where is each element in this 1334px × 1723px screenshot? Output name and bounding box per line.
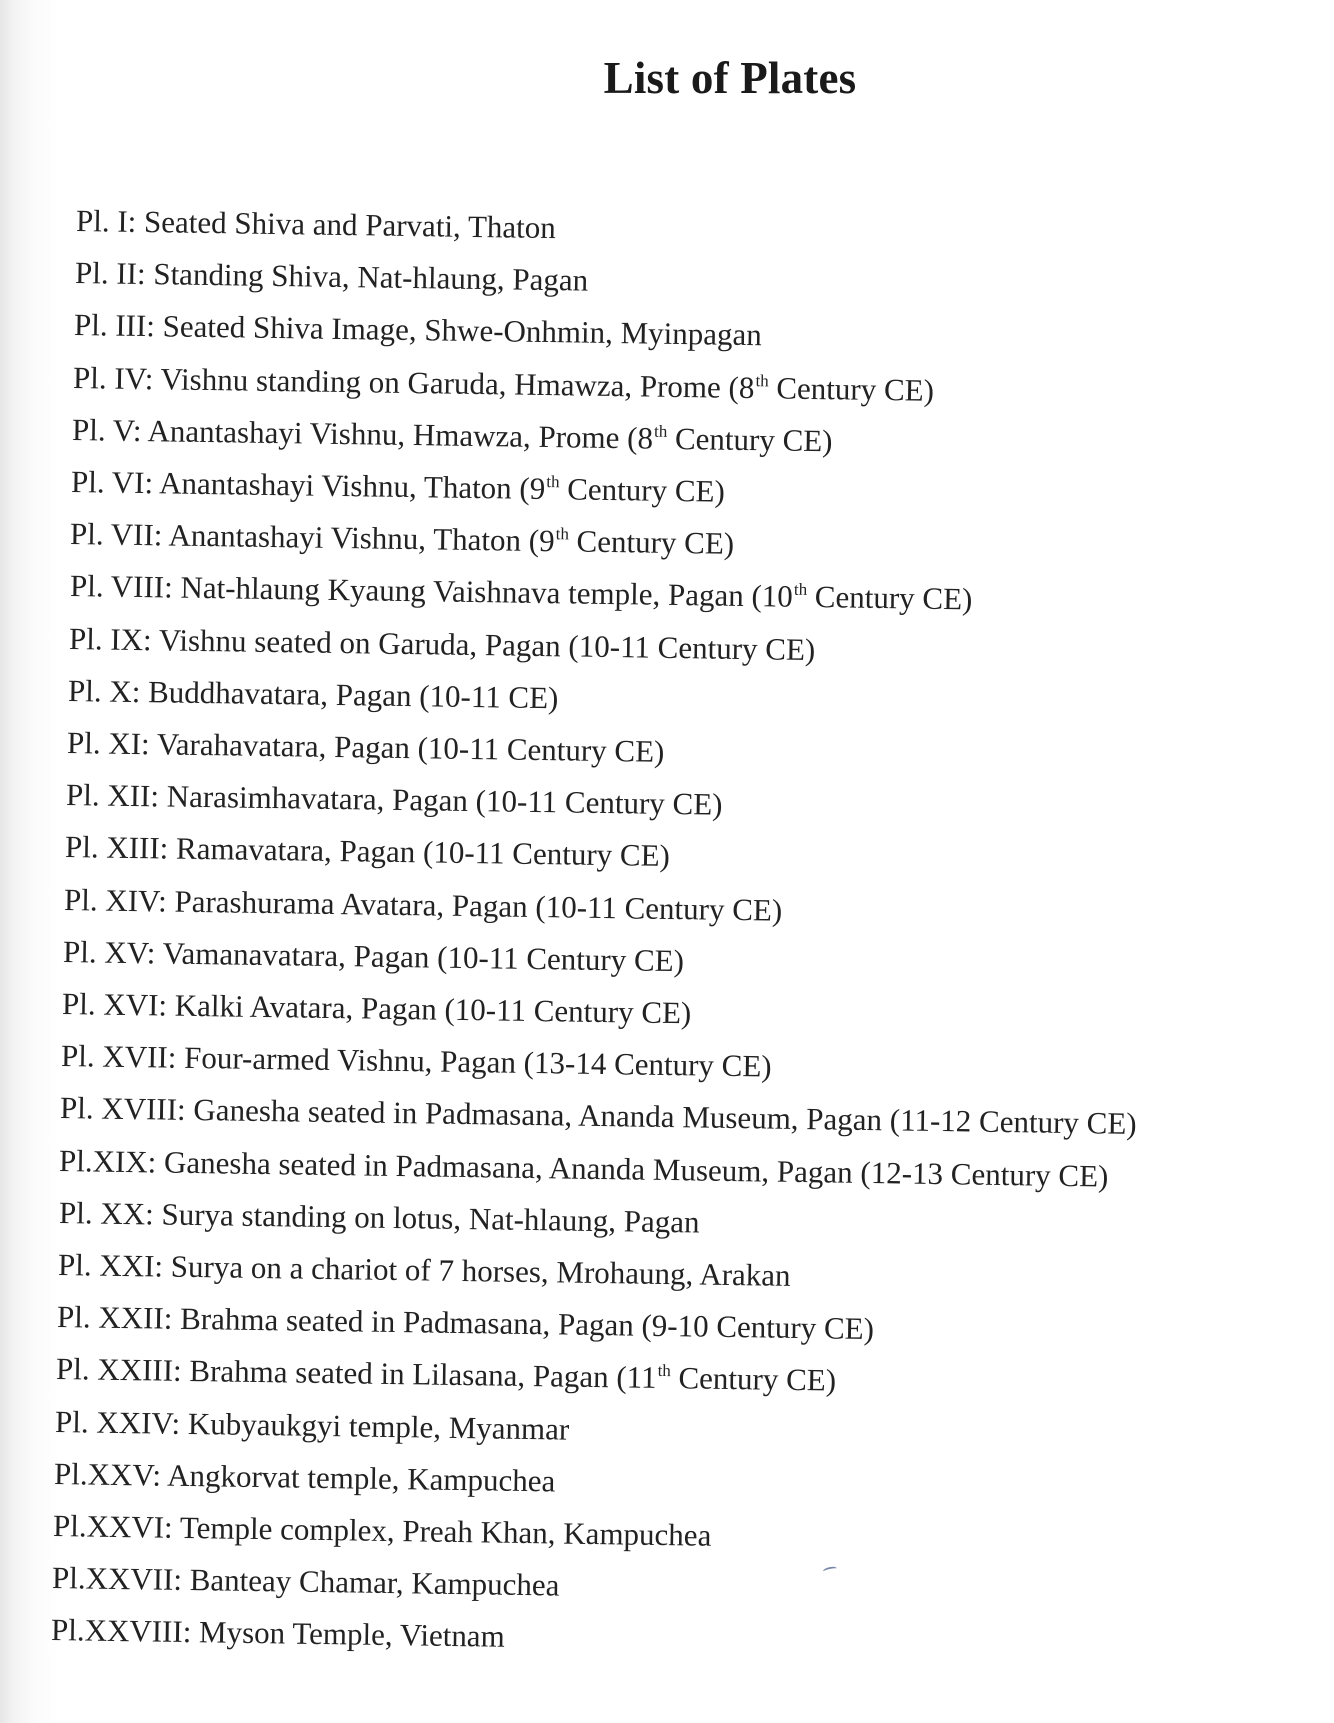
plate-entry — [72, 412, 833, 459]
plate-entry — [54, 1456, 556, 1499]
plate-entry — [73, 360, 934, 409]
ordinal-suffix: th — [657, 1360, 672, 1381]
plate-text-after: Century CE) — [670, 1360, 837, 1398]
plate-entry — [55, 1404, 570, 1448]
plate-entry — [75, 255, 589, 299]
plate-entry — [70, 568, 973, 617]
plate-entry — [76, 203, 556, 246]
plate-text: Pl. XX: Surya standing on lotus, Nat-hlaung, Pagan — [58, 1195, 700, 1240]
plate-text: Pl. XXIII: Brahma seated in Lilasana, Pagan (11 — [55, 1351, 657, 1395]
plate-text: Pl. XI: Varahavatara, Pagan (10-11 Century CE) — [66, 725, 665, 769]
plate-text: Pl. XIV: Parashurama Avatara, Pagan (10-11 Century CE) — [63, 882, 783, 928]
plate-text-after: Century CE) — [768, 370, 935, 408]
plate-entry — [65, 829, 670, 874]
ordinal-suffix: th — [555, 524, 570, 544]
plate-entry — [51, 1612, 505, 1655]
plate-text: Pl. I: Seated Shiva and Parvati, Thaton — [75, 203, 557, 246]
plate-entry — [53, 1508, 712, 1554]
ordinal-suffix: th — [653, 421, 668, 441]
plate-entry — [67, 725, 665, 770]
plate-entry — [59, 1195, 700, 1240]
plate-text: Pl. X: Buddhavatara, Pagan (10-11 CE) — [67, 673, 559, 716]
plate-text: Pl. VIII: Nat-hlaung Kyaung Vaishnava temple, Pagan (10 — [69, 568, 794, 614]
plate-text-after: Century CE) — [666, 420, 833, 459]
plate-entry — [61, 1038, 772, 1085]
plate-entry — [58, 1247, 791, 1294]
page-title: List of Plates — [603, 53, 857, 103]
ordinal-suffix: th — [793, 579, 808, 599]
plate-text: Pl.XXVI: Temple complex, Preah Khan, Kampuchea — [52, 1508, 712, 1553]
ordinal-suffix: th — [755, 371, 769, 391]
plate-entry — [62, 986, 692, 1031]
plate-text: Pl. XII: Narasimhavatara, Pagan (10-11 Century CE) — [65, 777, 723, 822]
plate-entry — [71, 464, 725, 510]
plate-text: Pl.XIX: Ganesha seated in Padmasana, Ananda Museum, Pagan (12-13 Century CE) — [58, 1143, 1109, 1194]
plate-entry — [56, 1351, 837, 1399]
plate-entry — [66, 777, 723, 823]
plate-entry — [57, 1299, 874, 1347]
plate-text: Pl. XVII: Four-armed Vishnu, Pagan (13-14 Century CE) — [60, 1038, 772, 1084]
plate-text-after: Century CE) — [806, 578, 973, 617]
plate-entry — [70, 516, 735, 562]
plate-text: Pl. XXI: Surya on a chariot of 7 horses, Mrohaung, Arakan — [57, 1247, 791, 1293]
plate-text: Pl. II: Standing Shiva, Nat-hlaung, Pagan — [74, 255, 589, 298]
plate-entry — [74, 307, 762, 353]
plate-text: Pl. XV: Vamanavatara, Pagan (10-11 Century CE) — [62, 934, 685, 979]
plate-text: Pl. XIII: Ramavatara, Pagan (10-11 Century CE) — [64, 829, 671, 873]
plate-entry — [68, 673, 559, 716]
plate-text: Pl. XVIII: Ganesha seated in Padmasana, Ananda Museum, Pagan (11-12 Century CE) — [59, 1090, 1137, 1141]
plate-text: Pl. XVI: Kalki Avatara, Pagan (10-11 Century CE) — [61, 986, 692, 1031]
plate-text-after: Century CE) — [568, 523, 735, 561]
plate-text: Pl. VI: Anantashayi Vishnu, Thaton (9 — [70, 464, 546, 507]
plate-entry — [63, 934, 684, 979]
plate-text: Pl.XXV: Angkorvat temple, Kampuchea — [53, 1456, 556, 1499]
plate-entry — [52, 1560, 560, 1604]
plate-text: Pl. IX: Vishnu seated on Garuda, Pagan (10-11 Century CE) — [68, 621, 816, 668]
plate-text: Pl. VII: Anantashayi Vishnu, Thaton (9 — [69, 516, 555, 559]
plate-entry — [69, 621, 816, 668]
plate-text-after: Century CE) — [559, 471, 726, 509]
plate-text: Pl. V: Anantashayi Vishnu, Hmawza, Prome (8 — [71, 412, 654, 456]
ordinal-suffix: th — [546, 472, 560, 492]
plate-text: Pl. XXII: Brahma seated in Padmasana, Pagan (9-10 Century CE) — [56, 1299, 875, 1347]
plate-entry — [64, 882, 783, 929]
plate-entry — [59, 1143, 1109, 1195]
plate-text: Pl.XXVIII: Myson Temple, Vietnam — [50, 1612, 505, 1654]
plate-text: Pl. III: Seated Shiva Image, Shwe-Onhmin, Myinpagan — [73, 307, 763, 353]
plate-text: Pl. XXIV: Kubyaukgyi temple, Myanmar — [54, 1404, 570, 1447]
plate-entry — [60, 1090, 1137, 1142]
plate-text: Pl. IV: Vishnu standing on Garuda, Hmawza, Prome (8 — [72, 360, 755, 406]
plate-text: Pl.XXVII: Banteay Chamar, Kampuchea — [51, 1560, 560, 1603]
